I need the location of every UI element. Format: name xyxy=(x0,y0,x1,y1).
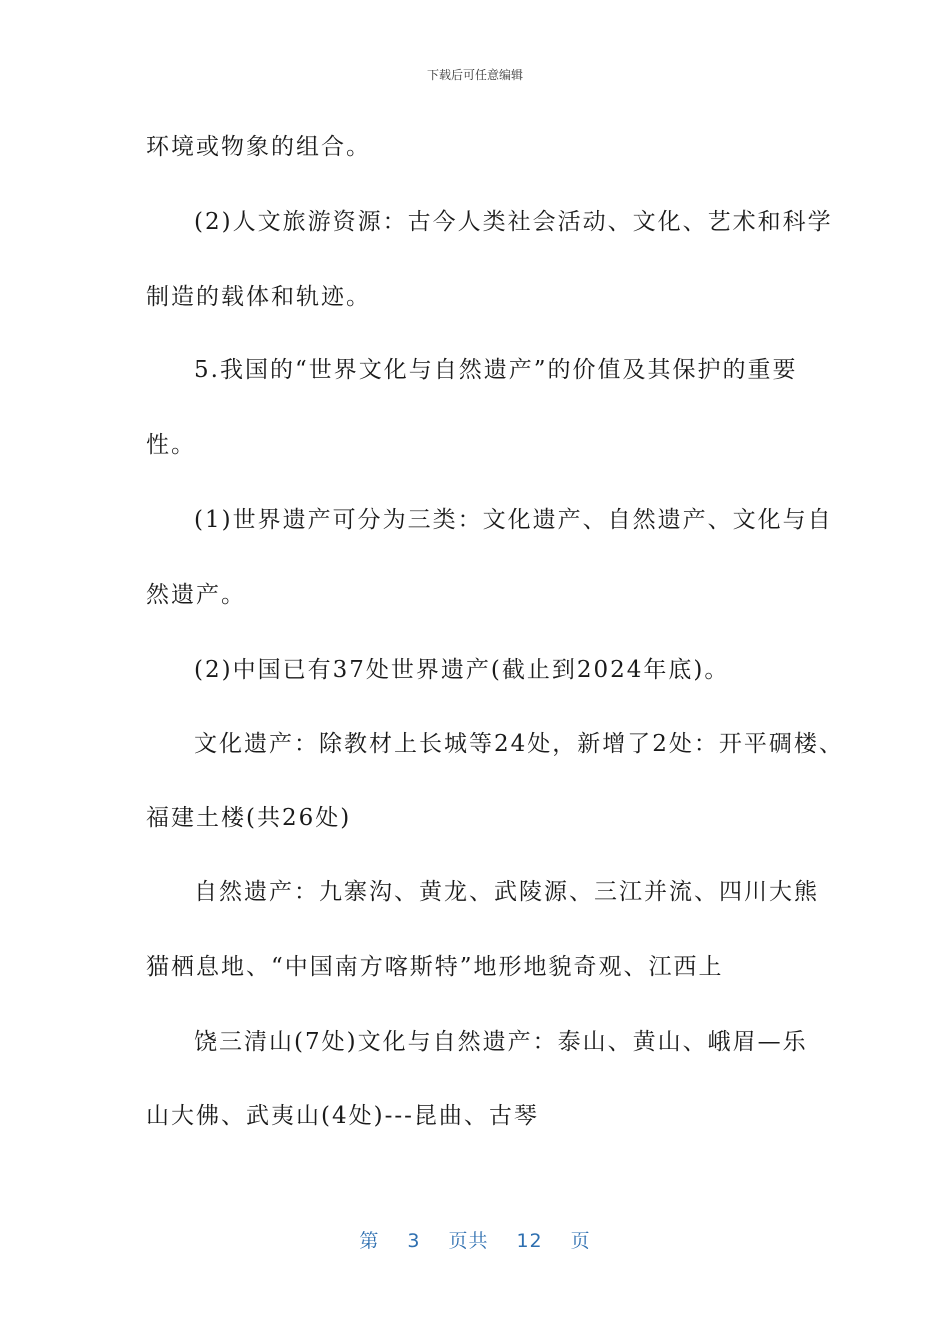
page-label-mid: 页共 xyxy=(448,1230,489,1252)
text-line: 山大佛、武夷山(4处)---昆曲、古琴 xyxy=(146,1103,539,1129)
page-number-footer xyxy=(0,1226,950,1253)
text-line: 福建土楼(共26处) xyxy=(146,805,352,831)
page-label-prefix: 第 xyxy=(359,1230,380,1252)
text-line: 自然遗产：九寨沟、黄龙、武陵源、三江并流、四川大熊 xyxy=(194,879,819,905)
current-page-number: 3 xyxy=(407,1230,421,1252)
text-line: 5.我国的“世界文化与自然遗产”的价值及其保护的重要 xyxy=(194,357,798,383)
text-line: 然遗产。 xyxy=(146,582,246,608)
text-line: 制造的载体和轨迹。 xyxy=(146,284,371,310)
text-line: (2)人文旅游资源：古今人类社会活动、文化、艺术和科学 xyxy=(194,209,833,235)
page-label-suffix: 页 xyxy=(570,1230,591,1252)
text-line: (2)中国已有37处世界遗产(截止到2024年底)。 xyxy=(194,657,730,683)
text-line: 饶三清山(7处)文化与自然遗产：泰山、黄山、峨眉—乐 xyxy=(194,1029,808,1055)
text-line: 性。 xyxy=(146,432,196,458)
header-note: 下载后可任意编辑 xyxy=(426,68,523,82)
text-line: (1)世界遗产可分为三类：文化遗产、自然遗产、文化与自 xyxy=(194,507,833,533)
text-line: 猫栖息地、“中国南方喀斯特”地形地貌奇观、江西上 xyxy=(146,954,724,980)
text-line: 环境或物象的组合。 xyxy=(146,134,371,160)
total-pages-number: 12 xyxy=(516,1230,543,1252)
text-line: 文化遗产：除教材上长城等24处，新增了2处：开平碉楼、 xyxy=(194,731,844,757)
